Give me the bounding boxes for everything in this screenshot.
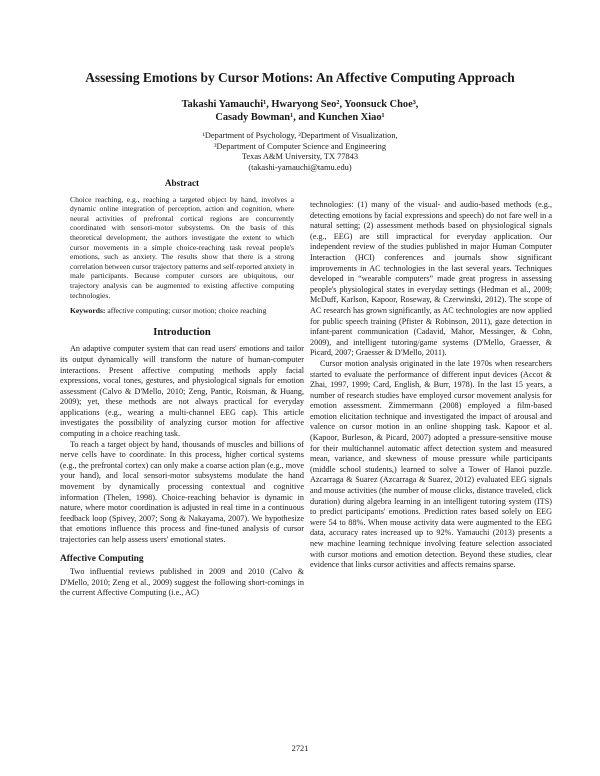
introduction-paragraph-1: An adaptive computer system that can read users' emotions and tailor its output dynamically will transform the nature of human-computer interactions. Present affective computing methods apply facial expressions, vocal tones, gestures, and physiological signals for emotion assessment (Calvo & D'Mello, 2010; Zeng, Pantic, Roisman, & Huang, 2009); yet, these methods are not always practical for everyday applications (e.g., wearing a multi-channel EEG cap). This article investigates the possibility of analyzing cursor motion for affective computing in a choice reaching task.	[60, 344, 304, 439]
affective-computing-paragraph-1: Two influential reviews published in 2009 and 2010 (Calvo & D'Mello, 2010; Zeng et al., 2009) suggest the following short-comings in the current Affective Computing (i.e., AC)	[60, 567, 304, 598]
introduction-paragraph-2: To reach a target object by hand, thousands of muscles and billions of nerve cells have to coordinate. In this process, higher cortical systems (e.g., the prefrontal cortex) can only make a coarse action plan (e.g., move your hand), and local sensori-motor subsystems modulate the hand movement by dynamically processing contextual and cognitive information (Thelen, 1998). Choice-reaching behavior is dynamic in nature, where motor coordination is adjusted in real time in a continuous feedback loop (Spivey, 2007; Song & Nakayama, 2007). We hypothesize that emotions influence this process and fine-tuned analysis of cursor trajectories can help assess users' emotional states.	[60, 439, 304, 544]
affective-computing-heading: Affective Computing	[60, 553, 144, 564]
affiliation-line-2: ³Department of Computer Science and Engineering	[213, 141, 387, 151]
page-number: 2721	[291, 744, 309, 753]
affiliation-email: (takashi-yamauchi@tamu.edu)	[248, 162, 352, 172]
author-list	[60, 98, 540, 124]
author-line-2: Casady Bowman¹, and Kunchen Xiao¹	[215, 112, 385, 123]
right-column	[310, 200, 552, 571]
keywords-text: affective computing; cursor motion; choice reaching	[107, 306, 267, 316]
left-column	[60, 178, 304, 599]
affiliation-line-3: Texas A&M University, TX 77843	[241, 152, 359, 162]
keywords	[70, 306, 294, 316]
affiliation-line-1: ¹Department of Psychology, ²Department of Visualization,	[202, 131, 398, 140]
introduction-heading: Introduction	[153, 326, 211, 338]
keywords-label: Keywords:	[70, 306, 106, 316]
paper-title: Assessing Emotions by Cursor Motions: An Affective Computing Approach	[85, 70, 515, 85]
affiliation-block	[60, 131, 540, 173]
abstract-text: Choice reaching, e.g., reaching a targeted object by hand, involves a dynamic online integration of perception, action and cognition, where neural activities of prefrontal cortical regions are concurrently coordinated with sensori-motor subsystems. On the basis of this theoretical development, the authors investigate the extent to which cursor movements in a simple choice-reaching task reveal people's emotions, such as anxiety. The results show that there is a strong correlation between cursor trajectory patterns and self-reported anxiety in male participants. Because computer cursors are ubiquitous, our trajectory analysis can be augmented to existing affective computing technologies.	[70, 194, 294, 300]
right-paragraph-2: Cursor motion analysis originated in the late 1970s when researchers started to evaluate the performance of different input devices (Accot & Zhai, 1997, 1999; Card, English, & Burr, 1978). In the last 15 years, a number of research studies have employed cursor movement analysis for emotion assessment. Zimmermann (2008) employed a film-based emotion elicitation technique and investigated the impact of arousal and valence on cursor motion in an online shopping task. Kapoor et al. (Kapoor, Burleson, & Picard, 2007) adopted a pressure-sensitive mouse for their multichannel automatic affect detection system and measured mean, variance, and skewness of mouse pressure while participants (middle school students,) learned to solve a Tower of Hanoi puzzle. Azcarraga & Suarez (Azcarraga & Suarez, 2012) evaluated EEG signals and mouse activities (the number of mouse clicks, distance traveled, click duration) during algebra learning in an intelligent tutoring system (ITS) to predict participants' emotions. Prediction rates based solely on EEG were 54 to 88%. When mouse activity data were augmented to the EEG data, accuracy rates increased up to 92%. Yamauchi (2013) presents a new machine learning technique involving feature selection associated with cursor motions and emotion detection. Beyond these studies, clear evidence that links cursor activities and affects remains sparse.	[310, 358, 552, 570]
abstract-heading: Abstract	[164, 178, 200, 188]
right-paragraph-1: technologies: (1) many of the visual- and audio-based methods (e.g., detecting emotions by facial expressions and speech) do not fare well in a natural setting; (2) assessment methods based on physiological signals (e.g., EEG) are still impractical for everyday application. Our independent review of the studies published in major Human Computer Interaction (HCI) conferences and journals show significant improvements in AC technologies in the last several years. Techniques developed in “wearable computers” made great progress in assessing people's physiological states in everyday settings (Hedman et al., 2009; McDuff, Karlson, Kapoor, Roseway, & Czerwinski, 2012). The scope of AC research has grown significantly, as AC technologies are now applied for public speech training (Pfister & Robinson, 2011), gaze detection in infant-parent communication (Cadavid, Mahor, Messinger, & Cohn, 2009), and intelligent tutoring/game systems (D'Mello, Graesser, & Picard, 2007; Graesser & D'Mello, 2011).	[310, 200, 552, 358]
author-line-1: Takashi Yamauchi¹, Hwaryong Seo², Yoonsuck Choe³,	[181, 99, 419, 110]
